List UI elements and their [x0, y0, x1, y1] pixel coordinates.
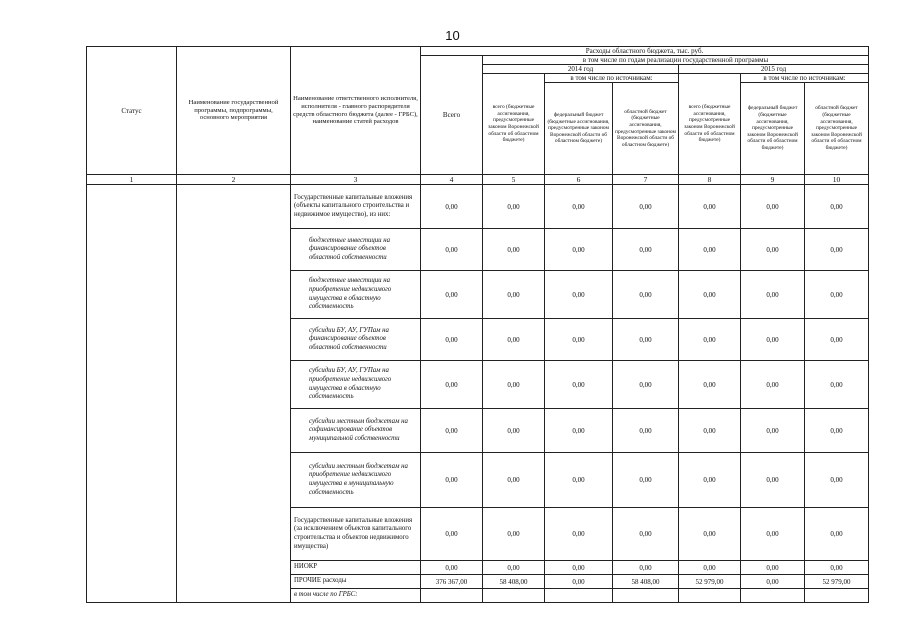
page-number: 10 — [445, 28, 460, 43]
value-2015-federal: 0,00 — [741, 575, 805, 589]
value-2015-total — [679, 589, 741, 603]
value-2014-federal — [545, 589, 613, 603]
column-number: 4 — [421, 175, 483, 185]
value-2015-federal: 0,00 — [741, 561, 805, 575]
value-2014-federal: 0,00 — [545, 271, 613, 319]
value-2015-total: 52 979,00 — [679, 575, 741, 589]
value-total: 0,00 — [421, 508, 483, 561]
value-2015-regional: 0,00 — [805, 185, 869, 229]
value-total: 376 367,00 — [421, 575, 483, 589]
header-2015-total: всего (бюджетные ассигнования, предусмотренные законом Воронежской области об областном бюджете) — [679, 74, 741, 175]
header-executor: Наименование ответственного исполнителя, исполнителя - главного распорядителя средств областного бюджета (далее - ГРБС), наименование статей расходов — [291, 47, 421, 175]
header-2015-regional: областной бюджет (бюджетные ассигнования, предусмотренные законом Воронежской области об областном бюджете) — [805, 83, 869, 175]
value-2015-regional: 0,00 — [805, 319, 869, 361]
value-2015-regional: 0,00 — [805, 508, 869, 561]
value-2015-regional: 0,00 — [805, 561, 869, 575]
value-2015-regional: 0,00 — [805, 453, 869, 508]
column-numbers-row — [87, 175, 869, 185]
value-2014-regional: 58 408,00 — [613, 575, 679, 589]
value-2015-total: 0,00 — [679, 409, 741, 453]
value-2015-federal: 0,00 — [741, 271, 805, 319]
value-2015-total: 0,00 — [679, 229, 741, 271]
value-2014-federal: 0,00 — [545, 508, 613, 561]
value-2015-total: 0,00 — [679, 319, 741, 361]
header-2014-federal: федеральный бюджет (бюджетные ассигнования, предусмотренные законом Воронежской области об областном бюджете) — [545, 83, 613, 175]
value-2014-regional: 0,00 — [613, 409, 679, 453]
table-row — [87, 185, 869, 229]
value-2014-regional: 0,00 — [613, 271, 679, 319]
value-total — [421, 589, 483, 603]
column-number: 10 — [805, 175, 869, 185]
header-total: Всего — [421, 56, 483, 175]
header-2014-total: всего (бюджетные ассигнования, предусмотренные законом Воронежской области об областном бюджете) — [483, 74, 545, 175]
column-number: 3 — [291, 175, 421, 185]
value-2014-regional — [613, 589, 679, 603]
column-number: 7 — [613, 175, 679, 185]
value-2014-total: 0,00 — [483, 185, 545, 229]
value-total: 0,00 — [421, 561, 483, 575]
value-2015-regional — [805, 589, 869, 603]
value-2014-federal: 0,00 — [545, 409, 613, 453]
value-2014-federal: 0,00 — [545, 229, 613, 271]
row-label: субсидии БУ, АУ, ГУПам на приобретение недвижимого имущества в областную собственность — [291, 361, 421, 409]
program-cell — [177, 185, 291, 603]
value-2015-federal: 0,00 — [741, 361, 805, 409]
header-status: Статус — [87, 47, 177, 175]
value-total: 0,00 — [421, 185, 483, 229]
value-2014-federal: 0,00 — [545, 561, 613, 575]
row-label: бюджетные инвестиции на приобретение недвижимого имущества в областную собственность — [291, 271, 421, 319]
value-2014-total: 0,00 — [483, 229, 545, 271]
value-2015-regional: 0,00 — [805, 271, 869, 319]
row-label: Государственные капитальные вложения (объекты капитального строительства и недвижимое имущество), из них: — [291, 185, 421, 229]
value-2015-total: 0,00 — [679, 508, 741, 561]
value-total: 0,00 — [421, 319, 483, 361]
value-2015-federal — [741, 589, 805, 603]
value-2014-total: 0,00 — [483, 409, 545, 453]
value-2014-total — [483, 589, 545, 603]
column-number: 9 — [741, 175, 805, 185]
header-year-2015: 2015 год — [679, 65, 869, 74]
header-by-years: в том числе по годам реализации государственной программы — [483, 56, 869, 65]
row-label: Государственные капитальные вложения (за исключением объектов капитального строительства и объектов недвижимого имущества) — [291, 508, 421, 561]
value-2014-federal: 0,00 — [545, 453, 613, 508]
value-2015-federal: 0,00 — [741, 319, 805, 361]
value-2014-regional: 0,00 — [613, 453, 679, 508]
value-total: 0,00 — [421, 361, 483, 409]
budget-table — [86, 46, 869, 603]
value-2014-total: 0,00 — [483, 361, 545, 409]
column-number: 1 — [87, 175, 177, 185]
value-2014-total: 0,00 — [483, 271, 545, 319]
value-2014-federal: 0,00 — [545, 185, 613, 229]
value-2014-regional: 0,00 — [613, 229, 679, 271]
column-number: 8 — [679, 175, 741, 185]
value-2014-federal: 0,00 — [545, 319, 613, 361]
value-2015-total: 0,00 — [679, 453, 741, 508]
value-2014-total: 0,00 — [483, 453, 545, 508]
value-2014-regional: 0,00 — [613, 361, 679, 409]
value-2015-federal: 0,00 — [741, 409, 805, 453]
value-2014-total: 0,00 — [483, 561, 545, 575]
status-cell — [87, 185, 177, 603]
value-2014-federal: 0,00 — [545, 575, 613, 589]
value-total: 0,00 — [421, 271, 483, 319]
header-2014-by-sources: в том числе по источникам: — [545, 74, 679, 83]
header-year-2014: 2014 год — [483, 65, 679, 74]
value-2015-total: 0,00 — [679, 271, 741, 319]
header-2015-federal: федеральный бюджет (бюджетные ассигнования, предусмотренные законом Воронежской области об областном бюджете) — [741, 83, 805, 175]
value-2014-total: 58 408,00 — [483, 575, 545, 589]
header-program-name: Наименование государственной программы, подпрограммы, основного мероприятия — [177, 47, 291, 175]
value-2015-federal: 0,00 — [741, 185, 805, 229]
row-label: субсидии БУ, АУ, ГУПам на финансирование объектов областной собственности — [291, 319, 421, 361]
value-2014-regional: 0,00 — [613, 319, 679, 361]
value-2015-total: 0,00 — [679, 561, 741, 575]
value-2014-total: 0,00 — [483, 508, 545, 561]
header-expenses: Расходы областного бюджета, тыс. руб. — [421, 47, 869, 56]
value-2014-regional: 0,00 — [613, 561, 679, 575]
value-2015-total: 0,00 — [679, 185, 741, 229]
value-2015-regional: 0,00 — [805, 409, 869, 453]
row-label: ПРОЧИЕ расходы — [291, 575, 421, 589]
column-number: 2 — [177, 175, 291, 185]
row-label: в том числе по ГРБС: — [291, 589, 421, 603]
value-2015-federal: 0,00 — [741, 508, 805, 561]
value-2015-regional: 0,00 — [805, 361, 869, 409]
header-2015-by-sources: в том числе по источникам: — [741, 74, 869, 83]
header-2014-regional: областной бюджет (бюджетные ассигнования, предусмотренные законом Воронежской области об областном бюджете) — [613, 83, 679, 175]
value-2015-federal: 0,00 — [741, 229, 805, 271]
value-2015-regional: 52 979,00 — [805, 575, 869, 589]
row-label: субсидии местным бюджетам на софинансирование объектов муниципальной собственности — [291, 409, 421, 453]
value-2015-total: 0,00 — [679, 361, 741, 409]
value-2014-regional: 0,00 — [613, 185, 679, 229]
column-number: 6 — [545, 175, 613, 185]
value-2014-federal: 0,00 — [545, 361, 613, 409]
value-2015-federal: 0,00 — [741, 453, 805, 508]
row-label: НИОКР — [291, 561, 421, 575]
value-2014-regional: 0,00 — [613, 508, 679, 561]
value-total: 0,00 — [421, 453, 483, 508]
column-number: 5 — [483, 175, 545, 185]
row-label: бюджетные инвестиции на финансирование объектов областной собственности — [291, 229, 421, 271]
row-label: субсидии местным бюджетам на приобретение недвижимого имущества в муниципальную собственность — [291, 453, 421, 508]
value-total: 0,00 — [421, 229, 483, 271]
value-2014-total: 0,00 — [483, 319, 545, 361]
value-2015-regional: 0,00 — [805, 229, 869, 271]
value-total: 0,00 — [421, 409, 483, 453]
